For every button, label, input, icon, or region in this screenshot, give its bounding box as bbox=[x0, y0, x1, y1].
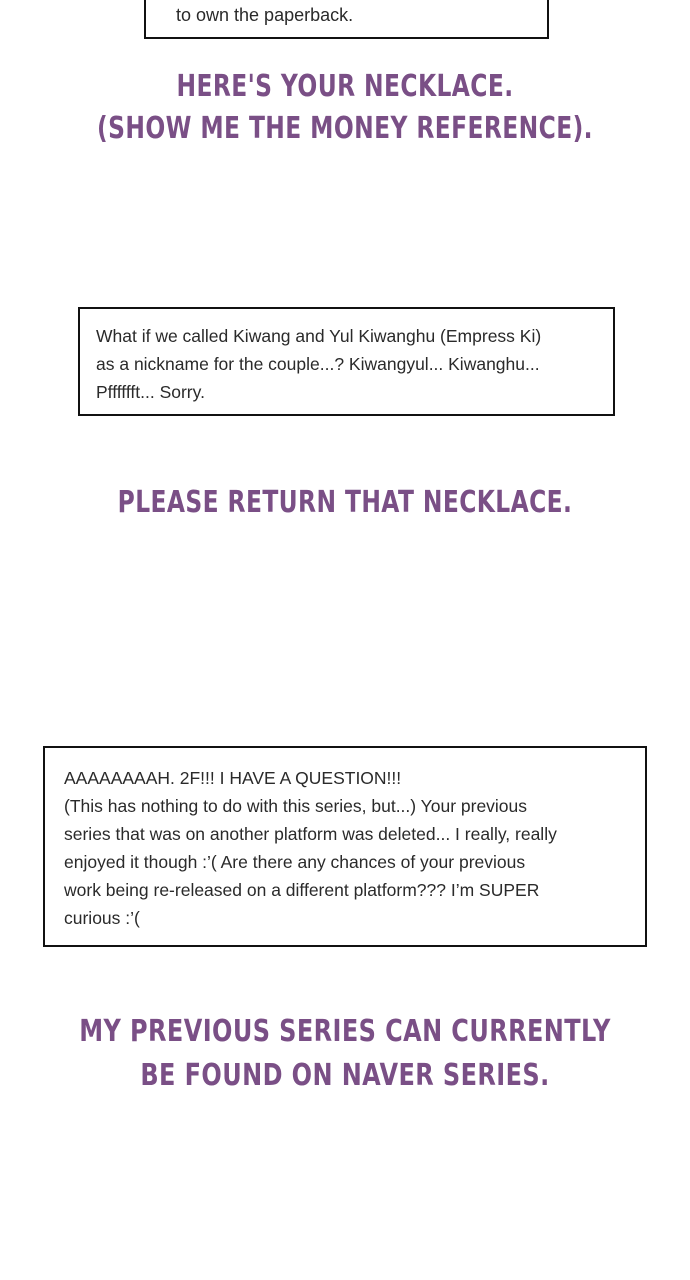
question-box-2 bbox=[78, 307, 615, 416]
question-text-2: What if we called Kiwang and Yul Kiwanghu (Empress Ki) as a nickname for the couple...? Kiwangyul... Kiwanghu... Pfffffft... Sorry. bbox=[96, 326, 542, 402]
question-box-3 bbox=[43, 746, 647, 947]
question-text-3: AAAAAAAAH. 2F!!! I HAVE A QUESTION!!! (This has nothing to do with this series, but...) Your previous series that was on another platform was deleted... I really, really enjoyed it though :’( Are there any chances of your previous work being re-released on a different platform??? I’m SUPER curious :’( bbox=[64, 768, 557, 928]
answer-text-1: HERE'S YOUR NECKLACE. (SHOW ME THE MONEY REFERENCE). bbox=[97, 69, 593, 146]
question-text-1: to own the paperback. bbox=[176, 5, 354, 25]
answer-text-2: PLEASE RETURN THAT NECKLACE. bbox=[117, 485, 573, 520]
question-box-1 bbox=[144, 0, 549, 39]
answer-text-3: MY PREVIOUS SERIES CAN CURRENTLY BE FOUND ON NAVER SERIES. bbox=[79, 1014, 611, 1093]
